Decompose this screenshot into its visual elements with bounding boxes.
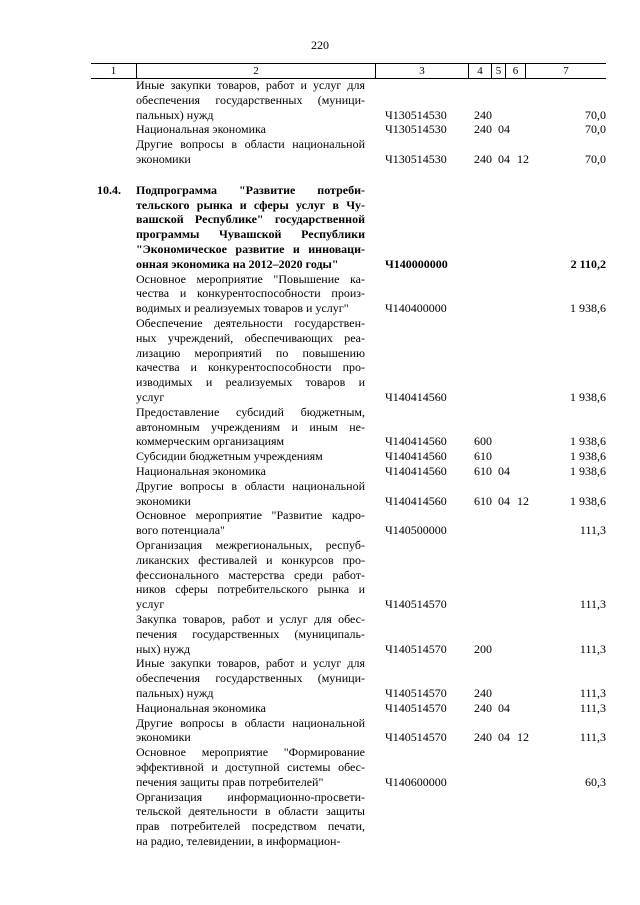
row-code: Ч140514570 [385, 641, 447, 656]
row-name-line: на радио, телевидении, в информацион- [136, 833, 341, 848]
row-name-line: Предоставление субсидий бюджетным, [136, 404, 365, 419]
row-name-line: тельской деятельности в области защиты [136, 804, 365, 819]
row-section: 04 [498, 700, 510, 715]
row-name [136, 612, 365, 656]
row-expense-type: 240 [474, 700, 492, 715]
row-name-line: чества и конкурентоспособности произ- [136, 286, 365, 301]
row-name-line: программы Чувашской Республики [136, 227, 365, 242]
row-sum: 111,3 [579, 685, 606, 700]
row-name [136, 183, 365, 272]
row-name-line: ных учреждений, обеспечивающих реа- [136, 330, 365, 345]
row-name-line: ликанских фестивалей и конкурсов про- [136, 552, 365, 567]
row-expense-type: 610 [474, 449, 492, 464]
row-name-line: тельского рынка и сферы услуг в Чу- [136, 197, 365, 212]
row-name-line: фессионального мастерства среди работ- [136, 567, 365, 582]
row-expense-type: 240 [474, 107, 492, 122]
row-expense-type: 240 [474, 685, 492, 700]
row-name-line: ников сферы потребительского рынка и [136, 582, 365, 597]
row-name-line: Подпрограмма "Развитие потреби- [136, 182, 365, 197]
column-header-6: 6 [505, 64, 525, 78]
row-name [136, 272, 365, 316]
column-header-5: 5 [491, 64, 505, 78]
row-name-line: изводимых и реализуемых товаров и [136, 375, 365, 390]
row-code: Ч140514570 [385, 700, 447, 715]
row-name-line: Иные закупки товаров, работ и услуг для [136, 78, 365, 92]
row-code: Ч140000000 [385, 256, 448, 271]
row-code: Ч140400000 [385, 301, 447, 316]
row-name-line: Основное мероприятие "Развитие кадро- [136, 508, 365, 523]
row-code: Ч130514530 [385, 107, 447, 122]
row-name-line: Закупка товаров, работ и услуг для обес- [136, 612, 365, 626]
row-name [136, 508, 365, 538]
row-name-line: Другие вопросы в области национальной [136, 715, 365, 730]
row-code: Ч140414560 [385, 449, 447, 464]
column-header-4: 4 [468, 64, 491, 78]
row-sum: 111,3 [579, 597, 606, 612]
row-expense-type: 200 [474, 641, 492, 656]
page-number: 220 [311, 38, 329, 52]
row-name [136, 122, 365, 137]
row-name [136, 405, 365, 449]
row-name-line: обеспечения государственных (муници- [136, 671, 365, 686]
row-section: 04 [498, 493, 510, 508]
row-name [136, 316, 365, 405]
row-name-line: Основное мероприятие "Повышение ка- [136, 271, 365, 286]
row-expense-type: 610 [474, 493, 492, 508]
column-header-3: 3 [375, 64, 468, 78]
column-header-1: 1 [110, 65, 117, 77]
row-name-line: "Экономическое развитие и инноваци- [136, 241, 365, 256]
row-name-line: вого потенциала" [136, 523, 225, 538]
row-name [136, 790, 365, 849]
row-sum: 2 110,2 [570, 256, 606, 271]
row-name-line: прав потребителей посредством печати, [136, 819, 365, 834]
row-name-line: коммерческим организациям [136, 434, 285, 449]
column-header-7: 7 [525, 64, 606, 78]
row-sum: 70,0 [585, 151, 606, 166]
row-name-line: Национальная экономика [136, 700, 266, 715]
row-code: Ч140414560 [385, 493, 447, 508]
row-sum: 1 938,6 [570, 434, 606, 449]
row-code: Ч140600000 [385, 774, 447, 789]
row-name [136, 656, 365, 700]
row-section: 04 [498, 151, 510, 166]
row-sum: 111,3 [579, 700, 606, 715]
row-name-line: эффективной и доступной системы обес- [136, 759, 365, 774]
row-sum: 111,3 [579, 523, 606, 538]
row-sum: 1 938,6 [570, 464, 606, 478]
row-subsection: 12 [517, 493, 529, 508]
row-name [136, 745, 365, 789]
row-name-line: пальных) нужд [136, 685, 214, 700]
row-name-line: услуг [136, 389, 165, 404]
row-code: Ч140514570 [385, 730, 447, 745]
row-name-line: обеспечения государственных (муници- [136, 92, 365, 107]
row-code: Ч140514570 [385, 685, 447, 700]
row-name-line: лизацию мероприятий по повышению [136, 345, 365, 360]
row-name [136, 701, 365, 716]
row-sum: 1 938,6 [570, 390, 606, 404]
row-number: 10.4. [97, 182, 121, 197]
row-code: Ч140414560 [385, 464, 447, 478]
row-subsection: 12 [517, 730, 529, 745]
row-expense-type: 240 [474, 151, 492, 166]
row-sum: 1 938,6 [570, 449, 606, 464]
row-name-line: пальных) нужд [136, 107, 214, 122]
row-name-line: экономики [136, 493, 191, 508]
row-expense-type: 600 [474, 434, 492, 449]
row-name-line: Иные закупки товаров, работ и услуг для [136, 656, 365, 671]
row-name-line: печения государственных (муниципаль- [136, 626, 365, 641]
row-sum: 1 938,6 [570, 493, 606, 508]
row-name-line: услуг [136, 597, 165, 612]
row-sum: 70,0 [585, 107, 606, 122]
row-name [136, 716, 365, 746]
row-code: Ч140514570 [385, 597, 447, 612]
row-name-line: вашской Республике" государственной [136, 212, 365, 227]
row-name-line: Национальная экономика [136, 464, 266, 478]
row-section: 04 [498, 122, 510, 137]
row-name [136, 479, 365, 509]
row-name-line: автономным учреждениям и иным не- [136, 419, 365, 434]
row-section: 04 [498, 730, 510, 745]
row-name-line: ных) нужд [136, 641, 191, 656]
row-name-line: Национальная экономика [136, 122, 266, 137]
row-name-line: онная экономика на 2012–2020 годы" [136, 256, 339, 271]
row-name-line: Обеспечение деятельности государствен- [136, 316, 365, 330]
row-section: 04 [498, 464, 510, 478]
row-name [136, 538, 365, 612]
row-sum: 111,3 [579, 730, 606, 745]
row-code: Ч140414560 [385, 434, 447, 449]
row-name-line: Основное мероприятие "Формирование [136, 745, 365, 760]
row-name-line: Другие вопросы в области национальной [136, 478, 365, 493]
row-name [136, 464, 365, 479]
row-subsection: 12 [517, 151, 529, 166]
row-name [136, 449, 365, 464]
row-name [136, 78, 365, 122]
row-name-line: Субсидии бюджетным учреждениям [136, 449, 323, 464]
row-name-line: водимых и реализуемых товаров и услуг" [136, 301, 349, 316]
row-sum: 1 938,6 [570, 301, 606, 316]
row-expense-type: 240 [474, 730, 492, 745]
row-expense-type: 240 [474, 122, 492, 137]
row-code: Ч130514530 [385, 151, 447, 166]
row-name-line: Организация межрегиональных, респуб- [136, 538, 365, 552]
row-sum: 70,0 [585, 122, 606, 137]
row-code: Ч130514530 [385, 122, 447, 137]
row-name [136, 137, 365, 167]
row-code: Ч140500000 [385, 523, 447, 538]
row-name-line: Организация информационно-просвети- [136, 789, 365, 804]
row-sum: 60,3 [585, 774, 606, 789]
row-expense-type: 610 [474, 464, 492, 478]
column-header-2: 2 [136, 64, 375, 78]
row-name-line: печения защиты прав потребителей" [136, 774, 324, 789]
row-name-line: экономики [136, 730, 191, 745]
column-header-row [91, 63, 606, 79]
row-name-line: Другие вопросы в области национальной [136, 137, 365, 152]
row-code: Ч140414560 [385, 390, 447, 404]
row-name-line: экономики [136, 151, 191, 166]
row-name-line: качества и конкурентоспособности про- [136, 360, 365, 375]
row-sum: 111,3 [579, 641, 606, 656]
